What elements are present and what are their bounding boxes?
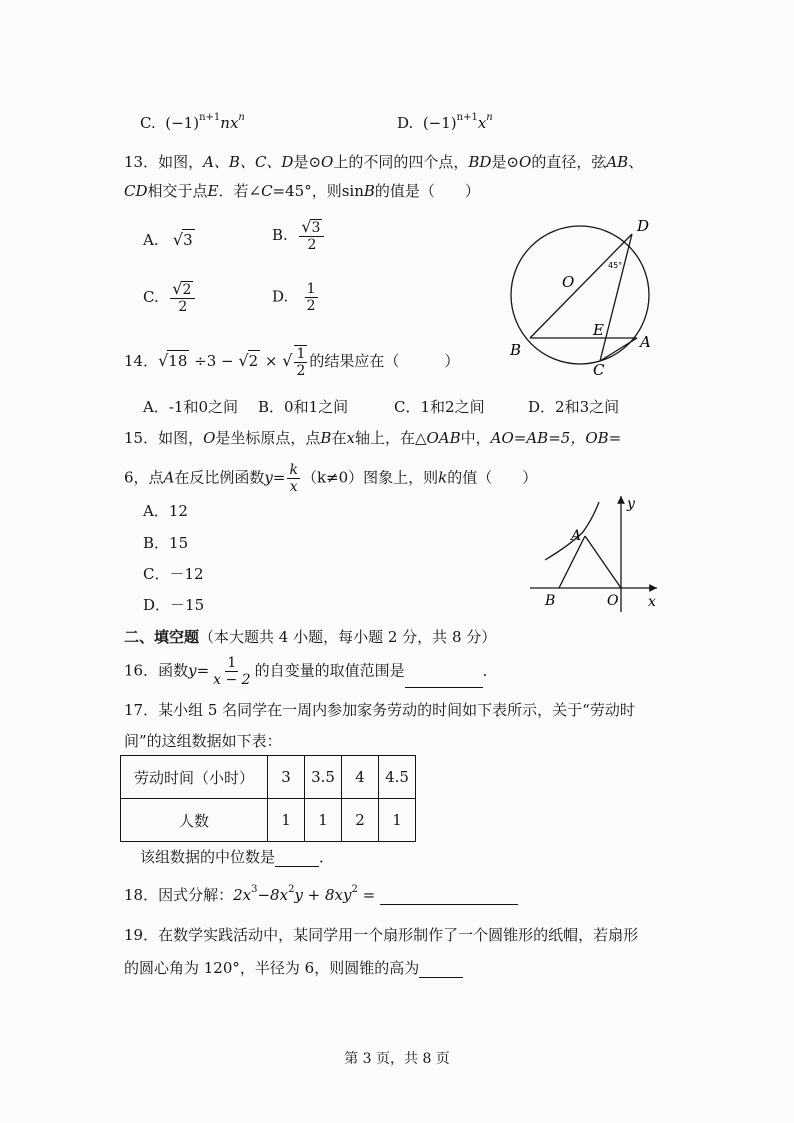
table-header-cell: 人数 (121, 799, 268, 842)
q17-line1: 17．某小组 5 名同学在一周内参加家务劳动的时间如下表所示，关于“劳动时 (124, 701, 635, 719)
q13-circle-figure (500, 205, 675, 380)
q15-option-c: C．－12 (143, 565, 204, 583)
q15-option-a: A．12 (143, 502, 188, 520)
table-cell: 2 (342, 799, 379, 842)
q13-line1: 13．如图，A、B、C、D是⊙O上的不同的四个点，BD是⊙O的直径，弦AB、 (124, 153, 644, 171)
table-row (121, 756, 416, 799)
q12-option-d: D. $(-1)^{n+1}x^n$ (397, 112, 493, 132)
q16-answer-blank[interactable] (405, 669, 483, 688)
q15-line1: 15．如图，O是坐标原点，点B在x轴上，在△OAB中，AO=AB=5，OB= (124, 429, 622, 447)
q19-line2: 的圆心角为 120°，半径为 6，则圆锥的高为 (124, 958, 463, 978)
fig-label-d: D (637, 217, 650, 235)
table-row (121, 799, 416, 842)
q18-line: 18．因式分解：$2x^3-8x^2y + 8xy^2$ = (124, 885, 518, 905)
fig-label-a: A (571, 528, 582, 544)
q19-answer-blank[interactable] (419, 959, 463, 978)
q13-option-b: B. $\frac{√3}{2}$ (272, 219, 326, 253)
q14-option-b: B．0和1之间 (258, 398, 349, 416)
q13-option-c: C. $\frac{√2}{2}$ (143, 281, 197, 315)
fig-label-x: x (648, 594, 656, 610)
q17-line2: 间”的这组数据如下表： (124, 732, 282, 750)
q13-option-d: D. $\frac{1}{2}$ (272, 281, 316, 314)
q15-coordinate-figure (525, 490, 665, 615)
table-cell: 3 (268, 756, 305, 799)
q15-option-b: B．15 (143, 534, 189, 552)
q12-option-c: C. $(-1)^{n+1}nx^n$ (140, 112, 245, 132)
section-title: 二、填空题（本大题共 4 小题，每小题 2 分，共 8 分） (124, 628, 497, 646)
fig-label-c: C (593, 361, 605, 379)
chord-cd (600, 234, 632, 361)
fig-label-o: O (562, 273, 575, 291)
table-header-cell: 劳动时间（小时） (121, 756, 268, 799)
q14-option-d: D．2和3之间 (528, 398, 620, 416)
table-cell: 1 (379, 799, 416, 842)
page-footer: 第 3 页，共 8 页 (344, 1051, 450, 1067)
q17-answer-blank[interactable] (275, 848, 319, 867)
q17-after: 该组数据的中位数是 ． (140, 848, 335, 866)
fig-label-b: B (510, 341, 522, 359)
fig-label-a: A (640, 333, 651, 351)
q14-option-a: A．-1和0之间 (143, 398, 238, 416)
q16-line: 16．函数y= $\frac{1}{x - 2}$ 的自变量的取值范围是 ． (124, 655, 498, 688)
table-cell: 1 (268, 799, 305, 842)
q13-line2: CD相交于点E．若∠C=45°，则sinB的值是（ ） (124, 182, 480, 200)
table-cell: 4 (342, 756, 379, 799)
table-cell: 4.5 (379, 756, 416, 799)
q17-data-table (120, 755, 416, 842)
q14-line: 14．√18 ÷3 − √2 × √ $\frac{1}{2}$ 的结果应在（ ） (124, 346, 460, 379)
q15-line2: 6，点A在反比例函数y= $\frac{k}{x}$ （k≠0）图象上，则k的值（ ） (124, 462, 538, 495)
segment-ao (585, 536, 621, 588)
diameter-bd (530, 234, 632, 338)
table-cell: 3.5 (305, 756, 342, 799)
q14-option-c: C．1和2之间 (394, 398, 485, 416)
q19-line1: 19．在数学实践活动中，某同学用一个扇形制作了一个圆锥形的纸帽，若扇形 (124, 926, 639, 944)
q18-answer-blank[interactable] (380, 886, 518, 905)
table-cell: 1 (305, 799, 342, 842)
fig-angle-mark: 45° (608, 261, 623, 270)
fig-label-y: y (627, 496, 635, 512)
q13-option-a: A. √3 (143, 230, 193, 249)
q15-option-d: D．－15 (143, 596, 205, 614)
fig-label-o: O (607, 593, 619, 609)
fig-label-e: E (593, 321, 604, 339)
fig-label-b: B (545, 593, 556, 609)
